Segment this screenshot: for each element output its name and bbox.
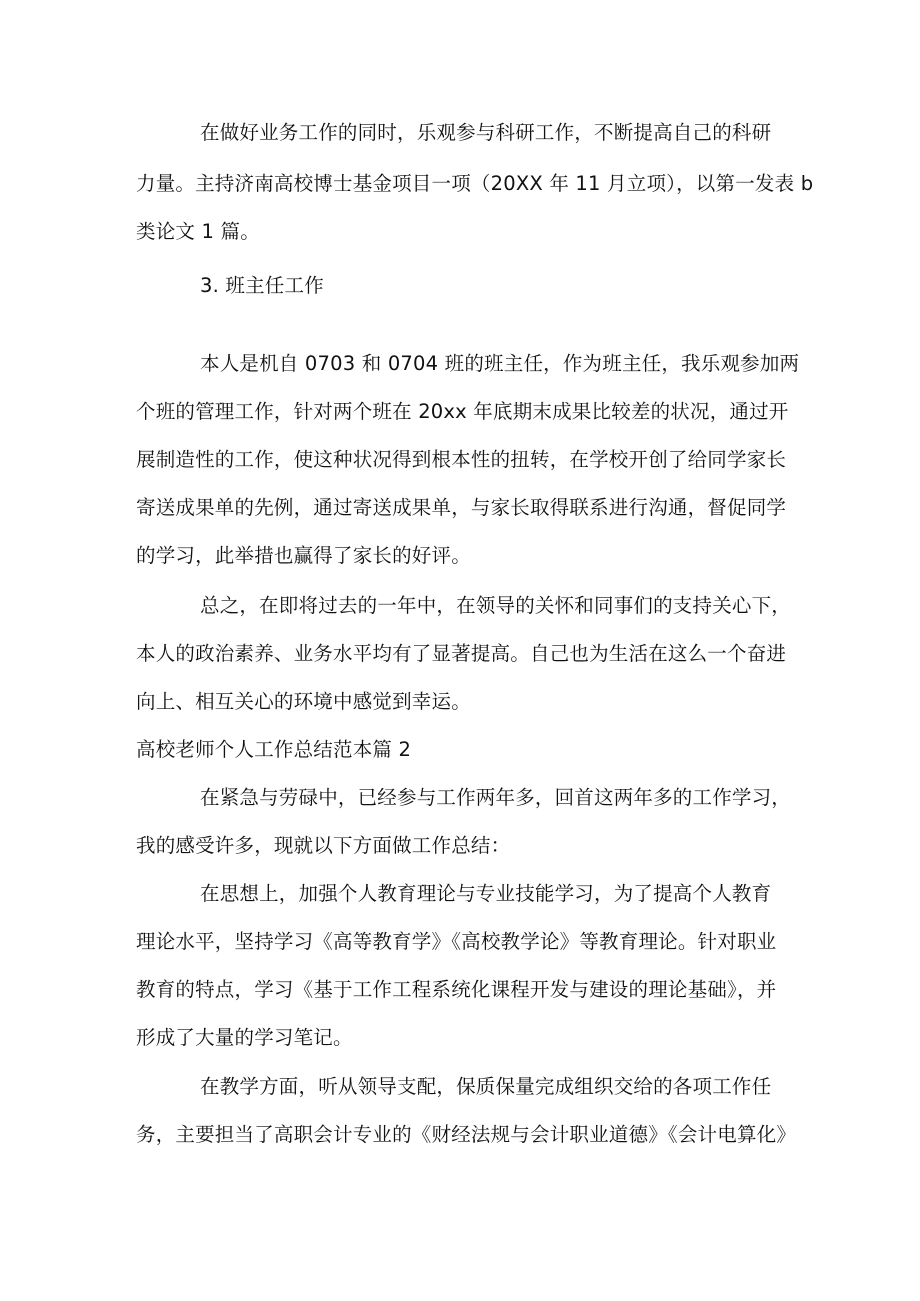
paragraph-line: 教育的特点，学习《基于工作工程系统化课程开发与建设的理论基础》，并 [136, 978, 777, 1001]
paragraph-line: 形成了大量的学习笔记。 [136, 1026, 353, 1049]
paragraph-line: 本人是机自 0703 和 0704 班的班主任，作为班主任，我乐观参加两 [200, 352, 800, 375]
paragraph-line: 务，主要担当了高职会计专业的《财经法规与会计职业道德》《会计电算化》 [136, 1123, 797, 1146]
section-title: 高校老师个人工作总结范本篇 2 [136, 738, 412, 761]
paragraph-line: 寄送成果单的先例，通过寄送成果单，与家长取得联系进行沟通，督促同学 [136, 496, 787, 519]
paragraph-line: 在做好业务工作的同时，乐观参与科研工作，不断提高自己的科研 [200, 121, 772, 144]
paragraph-line: 总之，在即将过去的一年中，在领导的关怀和同事们的支持关心下， [200, 594, 792, 617]
paragraph-line: 在教学方面，听从领导支配，保质保量完成组织交给的各项工作任 [200, 1075, 772, 1098]
paragraph-line: 我的感受许多，现就以下方面做工作总结： [136, 834, 511, 857]
paragraph-line: 个班的管理工作，针对两个班在 20xx 年底期末成果比较差的状况，通过开 [136, 400, 789, 423]
section-heading: 3. 班主任工作 [200, 274, 324, 297]
paragraph-line: 类论文 1 篇。 [136, 220, 260, 243]
paragraph-line: 本人的政治素养、业务水平均有了显著提高。自己也为生活在这么一个奋进 [136, 642, 787, 665]
paragraph-line: 的学习，此举措也赢得了家长的好评。 [136, 544, 471, 567]
paragraph-line: 力量。主持济南高校博士基金项目一项（20XX 年 11 月立项），以第一发表 b [136, 172, 814, 195]
paragraph-line: 在紧急与劳碌中，已经参与工作两年多，回首这两年多的工作学习， [200, 786, 792, 809]
paragraph-line: 向上、相互关心的环境中感觉到幸运。 [136, 690, 471, 713]
paragraph-line: 理论水平，坚持学习《高等教育学》《高校教学论》等教育理论。针对职业 [136, 930, 777, 953]
paragraph-line: 展制造性的工作，使这种状况得到根本性的扭转，在学校开创了给同学家长 [136, 448, 787, 471]
paragraph-line: 在思想上，加强个人教育理论与专业技能学习，为了提高个人教育 [200, 882, 772, 905]
